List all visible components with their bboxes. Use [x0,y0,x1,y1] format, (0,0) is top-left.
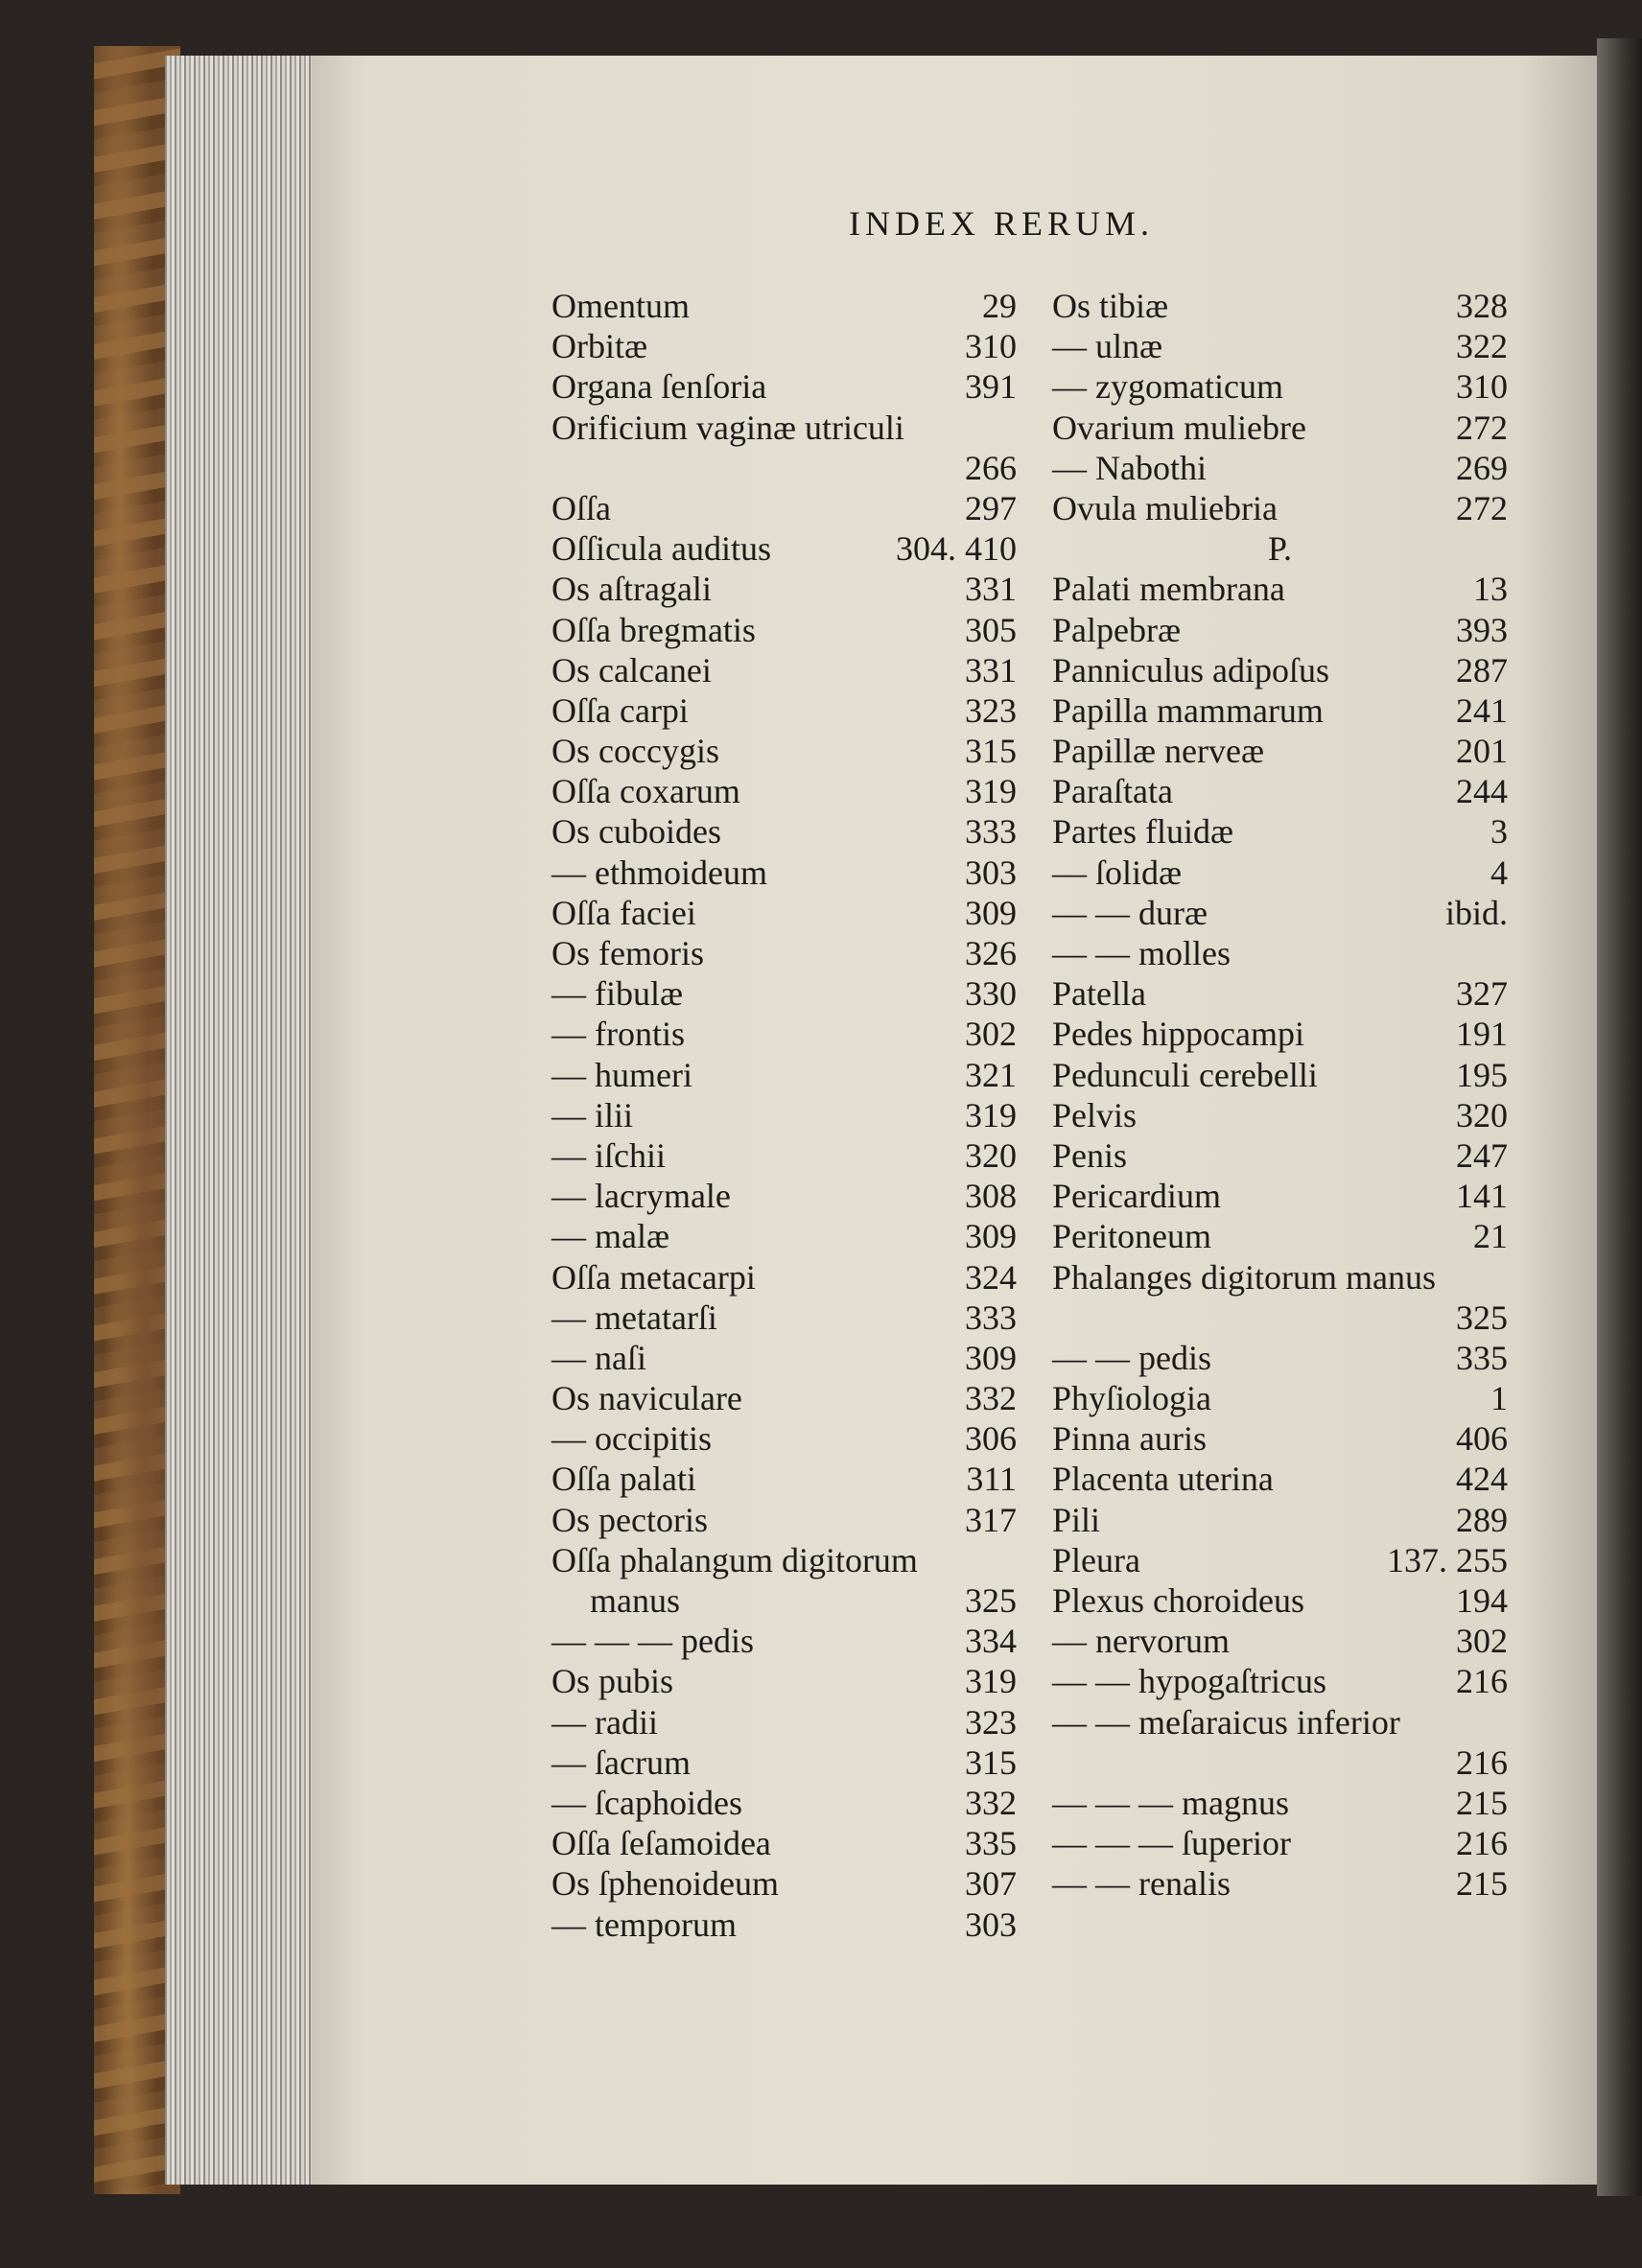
entry-page-number: 322 [1456,327,1508,366]
entry-term: Pedunculi cerebelli [1052,1055,1318,1094]
index-entry [551,1257,1017,1298]
index-entry [551,731,1017,771]
page-edges [165,56,314,2185]
entry-term: Omentum [551,287,690,325]
entry-page-number: 319 [965,772,1017,811]
entry-page-number: 391 [965,367,1017,407]
entry-term: Oſſa [551,488,611,527]
entry-term: Ovarium muliebre [1052,408,1306,447]
entry-page-number: 309 [965,893,1017,932]
entry-term: — — pedis [1052,1338,1211,1377]
entry-term: Palati membrana [1052,570,1285,609]
entry-term: — malæ [551,1217,669,1256]
entry-page-number: 303 [965,1905,1017,1944]
entry-page-number: 272 [1456,408,1508,447]
entry-term: — naſi [551,1338,646,1377]
index-entry [1052,1500,1508,1540]
index-entry [1052,893,1508,933]
index-entry [551,366,1017,407]
section-letter [1052,528,1508,569]
index-entry [551,650,1017,690]
entry-term: — occipitis [551,1419,712,1459]
entry-page-number: 244 [1456,772,1508,811]
entry-page-number: 216 [1456,1742,1508,1782]
entry-term: Pedes hippocampi [1052,1015,1304,1054]
index-entry [1052,1742,1508,1783]
index-entry [1052,1783,1508,1823]
entry-page-number: 303 [965,853,1017,892]
entry-term: Oſſa carpi [551,690,689,730]
index-entry [551,326,1017,366]
index-entry [1052,1702,1508,1742]
entry-page-number: 302 [1456,1622,1508,1661]
index-entry [1052,811,1508,852]
index-entry [551,286,1017,326]
entry-term: — fibulæ [551,974,684,1014]
entry-page-number: 1 [1490,1379,1508,1418]
entry-page-number: 309 [965,1338,1017,1377]
entry-term: Papilla mammarum [1052,690,1324,730]
index-entry [1052,853,1508,893]
index-entry [1052,366,1508,407]
entry-term: Oſſicula auditus [551,529,771,569]
entry-page-number: 324 [965,1257,1017,1297]
index-column-left [551,286,1017,1945]
entry-page-number: 194 [1456,1581,1508,1620]
index-entry [551,569,1017,609]
entry-page-number: 269 [1456,448,1508,487]
entry-term: — zygomaticum [1052,367,1283,407]
index-entry [551,1055,1017,1095]
entry-term: Os calcanei [551,650,712,690]
index-entry [1052,1580,1508,1621]
index-entry [1052,569,1508,609]
entry-term: — — — ſuperior [1052,1824,1291,1863]
entry-term: Pili [1052,1500,1101,1539]
entry-page-number: 335 [965,1824,1017,1863]
index-entry [551,1783,1017,1823]
entry-page-number: 3 [1490,812,1508,852]
entry-term: — ſcaphoides [551,1783,742,1822]
entry-term: Partes fluidæ [1052,812,1233,852]
entry-term: Organa ſenſoria [551,367,767,407]
index-entry [1052,731,1508,771]
entry-term: Phyſiologia [1052,1379,1212,1418]
entry-page-number: 141 [1456,1177,1508,1216]
entry-term: — nervorum [1052,1622,1230,1661]
entry-term: — radii [551,1702,658,1742]
entry-term: Os femoris [551,934,704,972]
entry-term: Papillæ nerveæ [1052,732,1264,771]
index-entry [551,811,1017,852]
entry-page-number: 328 [1456,287,1508,325]
entry-term: — ſolidæ [1052,853,1183,892]
entry-page-number: 307 [965,1864,1017,1904]
index-entry [551,771,1017,811]
entry-term: Oſſa ſeſamoidea [551,1824,771,1863]
index-entry [551,1702,1017,1742]
entry-term: Pelvis [1052,1095,1138,1134]
index-entry [1052,1176,1508,1216]
entry-page-number: 326 [965,934,1017,972]
entry-term: Patella [1052,974,1146,1014]
entry-term: Palpebræ [1052,610,1181,649]
index-entry [551,528,1017,569]
entry-term: — metatarſi [551,1298,717,1337]
entry-page-number: 320 [965,1135,1017,1175]
entry-term: Oſſa phalangum digitorum [551,1540,918,1579]
index-entry [1052,1459,1508,1499]
index-entry [551,893,1017,933]
index-entry [551,1298,1017,1338]
entry-term: — Nabothi [1052,448,1207,487]
index-entry [551,610,1017,650]
entry-page-number: 310 [1456,367,1508,407]
entry-page-number: 319 [965,1662,1017,1701]
entry-page-number: 406 [1456,1419,1508,1459]
index-entry [1052,1014,1508,1054]
index-entry [551,408,1017,448]
index-entry [1052,690,1508,731]
index-entry [551,1216,1017,1256]
entry-page-number: 333 [965,1298,1017,1337]
entry-page-number: 331 [965,650,1017,690]
entry-term: — frontis [551,1015,685,1054]
entry-page-number: 319 [965,1095,1017,1134]
entry-page-number: ibid. [1444,893,1508,932]
index-entry [1052,1338,1508,1378]
entry-page-number: 317 [965,1500,1017,1539]
entry-term: Placenta uterina [1052,1460,1274,1499]
index-entry [1052,1378,1508,1418]
entry-page-number: 191 [1456,1015,1508,1054]
entry-term: — — renalis [1052,1864,1231,1904]
entry-term: — ulnæ [1052,327,1163,366]
entry-page-number: 332 [965,1783,1017,1822]
index-entry [1052,973,1508,1014]
entry-page-number: 332 [965,1379,1017,1418]
entry-page-number: 323 [965,690,1017,730]
entry-term: Os ſphenoideum [551,1864,779,1904]
entry-term: — — meſaraicus inferior [1052,1702,1400,1742]
entry-page-number: 325 [965,1581,1017,1620]
entry-term: Oſſa metacarpi [551,1257,756,1297]
index-entry [1052,1135,1508,1176]
index-entry [551,973,1017,1014]
index-entry [1052,771,1508,811]
entry-page-number: 247 [1456,1135,1508,1175]
index-entry [551,1742,1017,1783]
entry-page-number: 304. 410 [896,529,1017,569]
entry-page-number: 29 [982,287,1017,325]
index-entry [1052,1055,1508,1095]
entry-term: Pericardium [1052,1177,1221,1216]
index-entry [551,1540,1017,1580]
entry-page-number: 306 [965,1419,1017,1459]
index-entry [551,1176,1017,1216]
entry-term: — ſacrum [551,1742,691,1782]
entry-page-number: 195 [1456,1055,1508,1094]
entry-term: — — — pedis [551,1622,754,1661]
entry-term: Pinna auris [1052,1419,1207,1459]
entry-page-number: 334 [965,1622,1017,1661]
entry-page-number: 424 [1456,1460,1508,1499]
entry-term: Pleura [1052,1540,1140,1579]
index-entry [551,1863,1017,1904]
entry-term: Os pectoris [551,1500,708,1539]
entry-page-number: 393 [1456,610,1508,649]
entry-page-number: 137. 255 [1387,1540,1508,1579]
index-entry [1052,1095,1508,1135]
entry-page-number: 266 [965,448,1017,487]
entry-term: Phalanges digitorum manus [1052,1257,1436,1297]
entry-term: Oſſa palati [551,1460,696,1499]
entry-term: — lacrymale [551,1177,731,1216]
entry-page-number: 320 [1456,1095,1508,1134]
entry-page-number: 216 [1456,1824,1508,1863]
entry-page-number: 215 [1456,1864,1508,1904]
index-entry [551,853,1017,893]
index-entry [1052,1257,1508,1298]
index-entry [551,1378,1017,1418]
index-entry [551,1621,1017,1661]
index-entry [551,690,1017,731]
index-entry [1052,448,1508,488]
entry-page-number: 325 [1456,1298,1508,1337]
entry-page-number: 216 [1456,1662,1508,1701]
entry-term: Os pubis [551,1662,674,1701]
entry-page-number: 201 [1456,732,1508,771]
entry-page-number: 215 [1456,1783,1508,1822]
index-entry [551,933,1017,973]
entry-term: Os naviculare [551,1379,742,1418]
index-entry [551,1338,1017,1378]
entry-term: Plexus choroideus [1052,1581,1304,1620]
entry-page-number: 4 [1490,853,1508,892]
index-entry [1052,933,1508,973]
entry-term: — humeri [551,1055,692,1094]
entry-term: P. [1267,529,1293,569]
index-column-right [1052,286,1508,1905]
index-entry [551,1135,1017,1176]
entry-term: Os cuboides [551,812,721,852]
book-gutter [1597,38,1642,2196]
index-entry [551,448,1017,488]
entry-term: — — hypogaſtricus [1052,1662,1326,1701]
entry-term: — iſchii [551,1135,666,1175]
entry-term: — temporum [551,1905,737,1944]
entry-page-number: 21 [1473,1217,1508,1256]
index-entry [1052,488,1508,528]
index-entry [1052,610,1508,650]
index-entry [1052,1216,1508,1256]
entry-term: — — duræ [1052,893,1208,932]
entry-term: Oſſa bregmatis [551,610,756,649]
index-entry [551,1500,1017,1540]
entry-term: Os tibiæ [1052,287,1169,325]
entry-term: Penis [1052,1135,1128,1175]
entry-term: Orificium vaginæ utriculi [551,408,904,447]
entry-page-number: 311 [966,1460,1017,1499]
index-entry [551,1459,1017,1499]
index-entry [1052,1621,1508,1661]
entry-term: Ovula muliebria [1052,488,1278,527]
index-entry [551,1418,1017,1459]
index-entry [551,1095,1017,1135]
entry-term: — ethmoideum [551,853,767,892]
index-entry [1052,326,1508,366]
entry-term: Peritoneum [1052,1217,1211,1256]
entry-page-number: 287 [1456,650,1508,690]
entry-page-number: 272 [1456,488,1508,527]
index-entry [1052,1823,1508,1863]
entry-term: Oſſa faciei [551,893,696,932]
entry-page-number: 305 [965,610,1017,649]
entry-page-number: 297 [965,488,1017,527]
index-entry [551,1580,1017,1621]
entry-page-number: 310 [965,327,1017,366]
entry-term: — ilii [551,1095,634,1134]
index-entry [1052,1863,1508,1904]
index-entry [1052,286,1508,326]
index-entry [1052,650,1508,690]
index-entry [551,1823,1017,1863]
index-entry [1052,1298,1508,1338]
entry-page-number: 330 [965,974,1017,1014]
entry-term: — — molles [1052,934,1231,972]
entry-page-number: 333 [965,812,1017,852]
entry-page-number: 323 [965,1702,1017,1742]
entry-page-number: 321 [965,1055,1017,1094]
index-entry [551,1014,1017,1054]
entry-page-number: 302 [965,1015,1017,1054]
page-title: INDEX RERUM. [849,204,1154,243]
entry-page-number: 315 [965,732,1017,771]
entry-page-number: 289 [1456,1500,1508,1539]
index-entry [551,1661,1017,1701]
entry-term: Panniculus adipoſus [1052,650,1329,690]
index-entry [1052,408,1508,448]
entry-page-number: 13 [1473,570,1508,609]
entry-page-number: 327 [1456,974,1508,1014]
index-entry [551,488,1017,528]
entry-term: Os coccygis [551,732,719,771]
entry-term: Orbitæ [551,327,648,366]
entry-page-number: 331 [965,570,1017,609]
entry-term: Os aſtragali [551,570,712,609]
entry-term: Paraſtata [1052,772,1173,811]
entry-page-number: 241 [1456,690,1508,730]
entry-term: — — — magnus [1052,1783,1289,1822]
entry-page-number: 309 [965,1217,1017,1256]
entry-term: Oſſa coxarum [551,772,740,811]
entry-term: manus [590,1581,680,1620]
index-entry [1052,1661,1508,1701]
entry-page-number: 335 [1456,1338,1508,1377]
entry-page-number: 315 [965,1742,1017,1782]
index-entry [551,1905,1017,1945]
index-entry [1052,1418,1508,1459]
index-entry [1052,1540,1508,1580]
entry-page-number: 308 [965,1177,1017,1216]
